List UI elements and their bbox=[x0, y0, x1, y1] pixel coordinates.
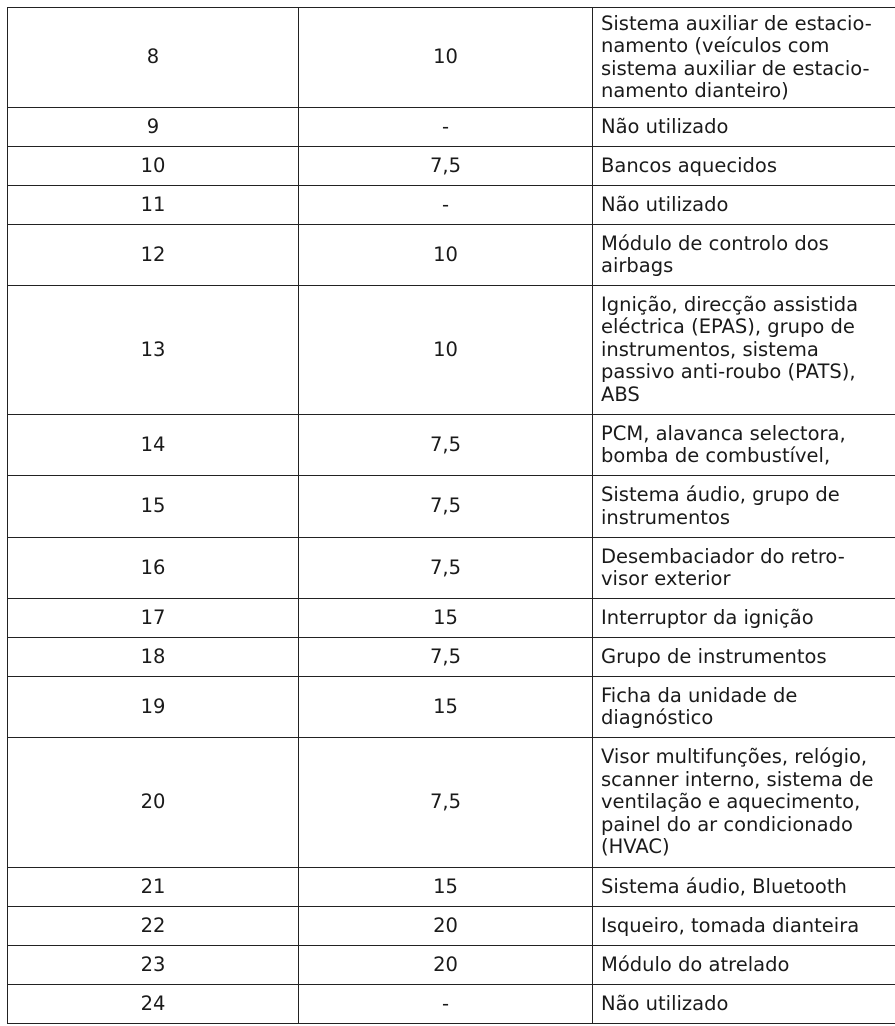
fuse-amperage: 7,5 bbox=[299, 638, 593, 677]
fuse-amperage: 15 bbox=[299, 599, 593, 638]
fuse-amperage: 10 bbox=[299, 286, 593, 415]
table-row bbox=[8, 476, 895, 538]
table-row bbox=[8, 186, 895, 225]
fuse-number: 8 bbox=[8, 8, 299, 108]
fuse-number: 17 bbox=[8, 599, 299, 638]
table-row bbox=[8, 538, 895, 599]
fuse-amperage: 15 bbox=[299, 677, 593, 738]
fuse-amperage: 20 bbox=[299, 907, 593, 946]
fuse-circuits: Isqueiro, tomada dianteira bbox=[593, 907, 895, 946]
fuse-number: 19 bbox=[8, 677, 299, 738]
fuse-number: 10 bbox=[8, 147, 299, 186]
table-row bbox=[8, 677, 895, 738]
fuse-circuits: Não utilizado bbox=[593, 186, 895, 225]
fuse-circuits: Módulo de controlo dos airbags bbox=[593, 225, 895, 286]
fuse-number: 22 bbox=[8, 907, 299, 946]
table-row bbox=[8, 108, 895, 147]
fuse-amperage: 7,5 bbox=[299, 147, 593, 186]
fuse-circuits: Sistema auxiliar de estacio- namento (veículos com sistema auxiliar de estacio- namento dianteiro) bbox=[593, 8, 895, 108]
fuse-amperage: 10 bbox=[299, 225, 593, 286]
fuse-number: 13 bbox=[8, 286, 299, 415]
fuse-table bbox=[7, 7, 895, 1024]
fuse-number: 14 bbox=[8, 415, 299, 476]
table-row bbox=[8, 638, 895, 677]
fuse-circuits: Não utilizado bbox=[593, 985, 895, 1024]
fuse-amperage: 7,5 bbox=[299, 415, 593, 476]
fuse-circuits: Grupo de instrumentos bbox=[593, 638, 895, 677]
table-row bbox=[8, 415, 895, 476]
table-row bbox=[8, 946, 895, 985]
fuse-number: 11 bbox=[8, 186, 299, 225]
fuse-amperage: 7,5 bbox=[299, 538, 593, 599]
fuse-amperage: - bbox=[299, 186, 593, 225]
table-row bbox=[8, 599, 895, 638]
fuse-circuits: Interruptor da ignição bbox=[593, 599, 895, 638]
table-row bbox=[8, 147, 895, 186]
fuse-amperage: 7,5 bbox=[299, 476, 593, 538]
table-row bbox=[8, 868, 895, 907]
fuse-circuits: Não utilizado bbox=[593, 108, 895, 147]
fuse-circuits: Sistema áudio, grupo de instrumentos bbox=[593, 476, 895, 538]
fuse-table-body bbox=[8, 8, 895, 1024]
fuse-circuits: Sistema áudio, Bluetooth bbox=[593, 868, 895, 907]
fuse-number: 9 bbox=[8, 108, 299, 147]
fuse-circuits: Desembaciador do retro- visor exterior bbox=[593, 538, 895, 599]
fuse-number: 12 bbox=[8, 225, 299, 286]
fuse-amperage: - bbox=[299, 985, 593, 1024]
fuse-circuits: Ignição, direcção assistida eléctrica (EPAS), grupo de instrumentos, sistema passivo anti-roubo (PATS), ABS bbox=[593, 286, 895, 415]
fuse-amperage: 15 bbox=[299, 868, 593, 907]
fuse-amperage: 7,5 bbox=[299, 738, 593, 868]
table-row bbox=[8, 286, 895, 415]
table-row bbox=[8, 225, 895, 286]
fuse-amperage: - bbox=[299, 108, 593, 147]
fuse-number: 23 bbox=[8, 946, 299, 985]
fuse-number: 18 bbox=[8, 638, 299, 677]
fuse-circuits: Visor multifunções, relógio, scanner interno, sistema de ventilação e aquecimento, painel do ar condicionado (HVAC) bbox=[593, 738, 895, 868]
table-row bbox=[8, 738, 895, 868]
fuse-number: 15 bbox=[8, 476, 299, 538]
fuse-circuits: Ficha da unidade de diagnóstico bbox=[593, 677, 895, 738]
table-row bbox=[8, 8, 895, 108]
fuse-number: 16 bbox=[8, 538, 299, 599]
fuse-circuits: Bancos aquecidos bbox=[593, 147, 895, 186]
table-row bbox=[8, 907, 895, 946]
table-row bbox=[8, 985, 895, 1024]
fuse-number: 21 bbox=[8, 868, 299, 907]
fuse-amperage: 10 bbox=[299, 8, 593, 108]
fuse-circuits: Módulo do atrelado bbox=[593, 946, 895, 985]
fuse-number: 20 bbox=[8, 738, 299, 868]
fuse-number: 24 bbox=[8, 985, 299, 1024]
fuse-amperage: 20 bbox=[299, 946, 593, 985]
fuse-circuits: PCM, alavanca selectora, bomba de combustível, bbox=[593, 415, 895, 476]
